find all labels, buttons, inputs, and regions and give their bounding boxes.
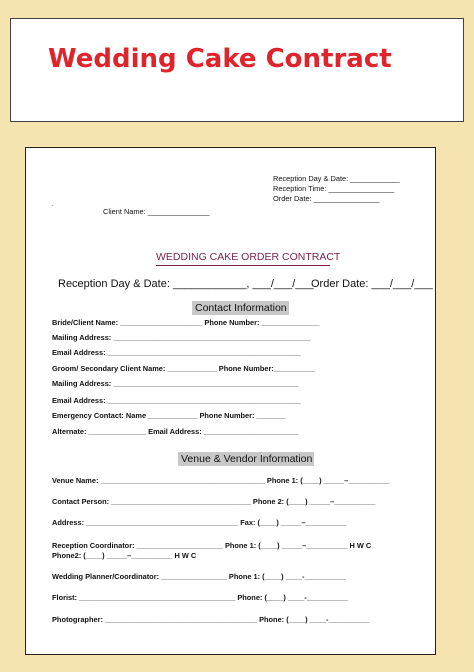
- order-date-line: Order Date: ___/___/___: [311, 278, 433, 290]
- venue-name-row: Venue Name: ________________________________________ Phone 1: (____) _____–__________: [52, 476, 390, 485]
- florist-row: Florist: ______________________________________ Phone: (____) ____-__________: [52, 593, 348, 602]
- reception-coordinator-row: Reception Coordinator: _____________________ Phone 1: (____) _____–__________ H W C: [52, 541, 372, 550]
- contact-person-row: Contact Person: __________________________________ Phone 2: (____) _____–__________: [52, 497, 376, 506]
- reception-date-field: Reception Day & Date: ____________: [273, 174, 400, 183]
- reception-date-line: Reception Day & Date: ____________, ___/___/___: [58, 278, 314, 290]
- address-row: Address: _____________________________________ Fax: (____) _____–__________: [52, 518, 347, 527]
- contract-heading-underline: [156, 265, 330, 266]
- email-address-row-2: Email Address: _______________________________________________: [52, 396, 301, 405]
- email-address-row: Email Address: _______________________________________________: [52, 348, 301, 357]
- contract-page: [25, 147, 436, 655]
- bride-client-row: Bride/Client Name: ____________________ Phone Number: ______________: [52, 318, 320, 327]
- reception-time-field: Reception Time: ________________: [273, 184, 395, 193]
- venue-heading: Venue & Vendor Information: [181, 453, 313, 465]
- wedding-planner-row: Wedding Planner/Coordinator: ________________ Phone 1: (____) ____-__________: [52, 572, 346, 581]
- groom-client-row: Groom/ Secondary Client Name: ____________ Phone Number:__________: [52, 364, 315, 373]
- order-date-field: Order Date: ________________: [273, 194, 380, 203]
- coordinator-phone2-row: Phone2: (____) _____–__________ H W C: [52, 551, 197, 560]
- document-title: Wedding Cake Contract: [48, 44, 392, 74]
- mailing-address-row: Mailing Address: ________________________________________________: [52, 333, 311, 342]
- stray-mark: .: [52, 202, 54, 208]
- mailing-address-row-2: Mailing Address: _____________________________________________: [52, 379, 299, 388]
- contact-heading: Contact Information: [195, 302, 287, 314]
- client-name-field: Client Name: _______________: [103, 207, 210, 216]
- alternate-row: Alternate: ______________ Email Address: _______________________: [52, 427, 299, 436]
- photographer-row: Photographer: _____________________________________ Phone: (____) ____-__________: [52, 615, 370, 624]
- contract-heading: WEDDING CAKE ORDER CONTRACT: [156, 251, 341, 263]
- emergency-contact-row: Emergency Contact: Name ____________ Phone Number: _______: [52, 411, 286, 420]
